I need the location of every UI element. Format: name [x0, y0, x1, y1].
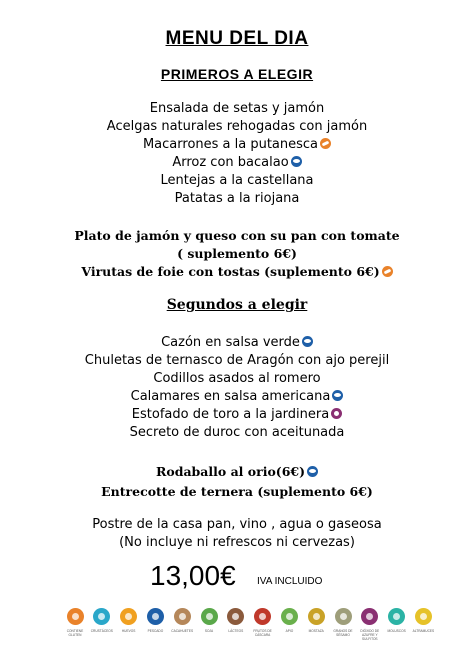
gluten-icon — [382, 266, 393, 277]
allergen-item — [410, 608, 436, 633]
list-item: Arroz con bacalao — [0, 154, 474, 172]
allergen-label: CRUSTÁCEOS — [90, 629, 113, 633]
allergen-label: SOJA — [204, 629, 214, 633]
suplemento-jamon: Plato de jamón y queso con su pan con tomate ( suplemento 6€) Virutas de foie con tostas (suplemento 6€) — [0, 227, 474, 281]
allergen-item — [116, 608, 142, 633]
allergen-icon — [361, 608, 378, 625]
list-item: Entrecotte de ternera (suplemento 6€) — [101, 484, 373, 499]
allergen-icon — [415, 608, 432, 625]
list-item: Macarrones a la putanesca — [0, 136, 474, 154]
list-item: Cazón en salsa verde — [0, 334, 474, 352]
primeros-list — [0, 100, 474, 208]
allergen-label: MOLUSCOS — [387, 629, 406, 633]
allergen-item — [384, 608, 410, 633]
allergen-icon — [201, 608, 218, 625]
postre-block: Postre de la casa pan, vino , agua o gaseosa (No incluye ni refrescos ni cervezas) — [92, 517, 382, 550]
primeros-heading: PRIMEROS A ELEGIR — [160, 66, 314, 82]
allergen-item — [196, 608, 222, 633]
allergen-icon — [308, 608, 325, 625]
allergen-icon — [93, 608, 110, 625]
list-item: Acelgas naturales rehogadas con jamón — [106, 119, 368, 134]
allergen-label: APIO — [285, 629, 294, 633]
list-item: Secreto de duroc con aceitunada — [129, 425, 345, 440]
allergen-label: LÁCTEOS — [228, 629, 244, 633]
allergen-label: MOSTAZA — [308, 629, 324, 633]
list-item: Chuletas de ternasco de Aragón con ajo perejil — [84, 353, 390, 368]
list-item: Lentejas a la castellana — [160, 173, 314, 188]
menu-title: MENU DEL DIA — [165, 28, 309, 49]
allergen-icon — [174, 608, 191, 625]
allergen-item — [276, 608, 302, 633]
segundos-list — [0, 334, 474, 442]
allergen-item — [142, 608, 168, 633]
fish-icon — [291, 156, 302, 167]
segundos-heading: Segundos a elegir — [166, 297, 308, 313]
allergen-label: ALTRAMUCES — [412, 629, 435, 633]
price-label: IVA INCLUIDO — [257, 576, 323, 587]
allergen-item — [250, 608, 276, 637]
allergen-icon — [281, 608, 298, 625]
allergen-icon — [254, 608, 271, 625]
allergen-item — [223, 608, 249, 633]
allergen-icon — [147, 608, 164, 625]
allergen-icon — [388, 608, 405, 625]
allergen-icon — [67, 608, 84, 625]
price-amount: 13,00€ — [150, 560, 236, 591]
allergen-item — [330, 608, 356, 637]
suplemento-segundos — [0, 463, 474, 501]
allergen-legend — [62, 608, 442, 648]
allergen-label: FRUTOS DE CÁSCARA — [253, 629, 272, 637]
list-item: Codillos asados al romero — [153, 371, 321, 386]
allergen-item — [62, 608, 88, 637]
allergen-icon — [120, 608, 137, 625]
allergen-item — [357, 608, 383, 641]
sulfite-icon — [331, 408, 342, 419]
gluten-icon — [320, 138, 331, 149]
list-item: Calamares en salsa americana — [0, 388, 474, 406]
allergen-label: HUEVOS — [121, 629, 136, 633]
allergen-label: PESCADO — [147, 629, 164, 633]
allergen-label: CONTIENE GLUTEN — [66, 629, 84, 637]
list-item: Estofado de toro a la jardinera — [0, 406, 474, 424]
allergen-item — [169, 608, 195, 633]
allergen-item — [303, 608, 329, 633]
allergen-icon — [227, 608, 244, 625]
allergen-icon — [335, 608, 352, 625]
fish-icon — [332, 390, 343, 401]
list-item: Rodaballo al orio(6€) — [0, 463, 474, 481]
fish-icon — [302, 336, 313, 347]
allergen-label: CACAHUETES — [171, 629, 194, 633]
list-item: Virutas de foie con tostas (suplemento 6€) — [0, 263, 474, 281]
allergen-item — [89, 608, 115, 633]
allergen-label: GRANOS DE SÉSAMO — [333, 629, 353, 637]
list-item: Patatas a la riojana — [174, 191, 300, 206]
list-item: Ensalada de setas y jamón — [149, 101, 325, 116]
allergen-label: DIÓXIDO DE AZUFRE Y SULFITOS — [360, 629, 380, 641]
fish-icon — [307, 466, 318, 477]
